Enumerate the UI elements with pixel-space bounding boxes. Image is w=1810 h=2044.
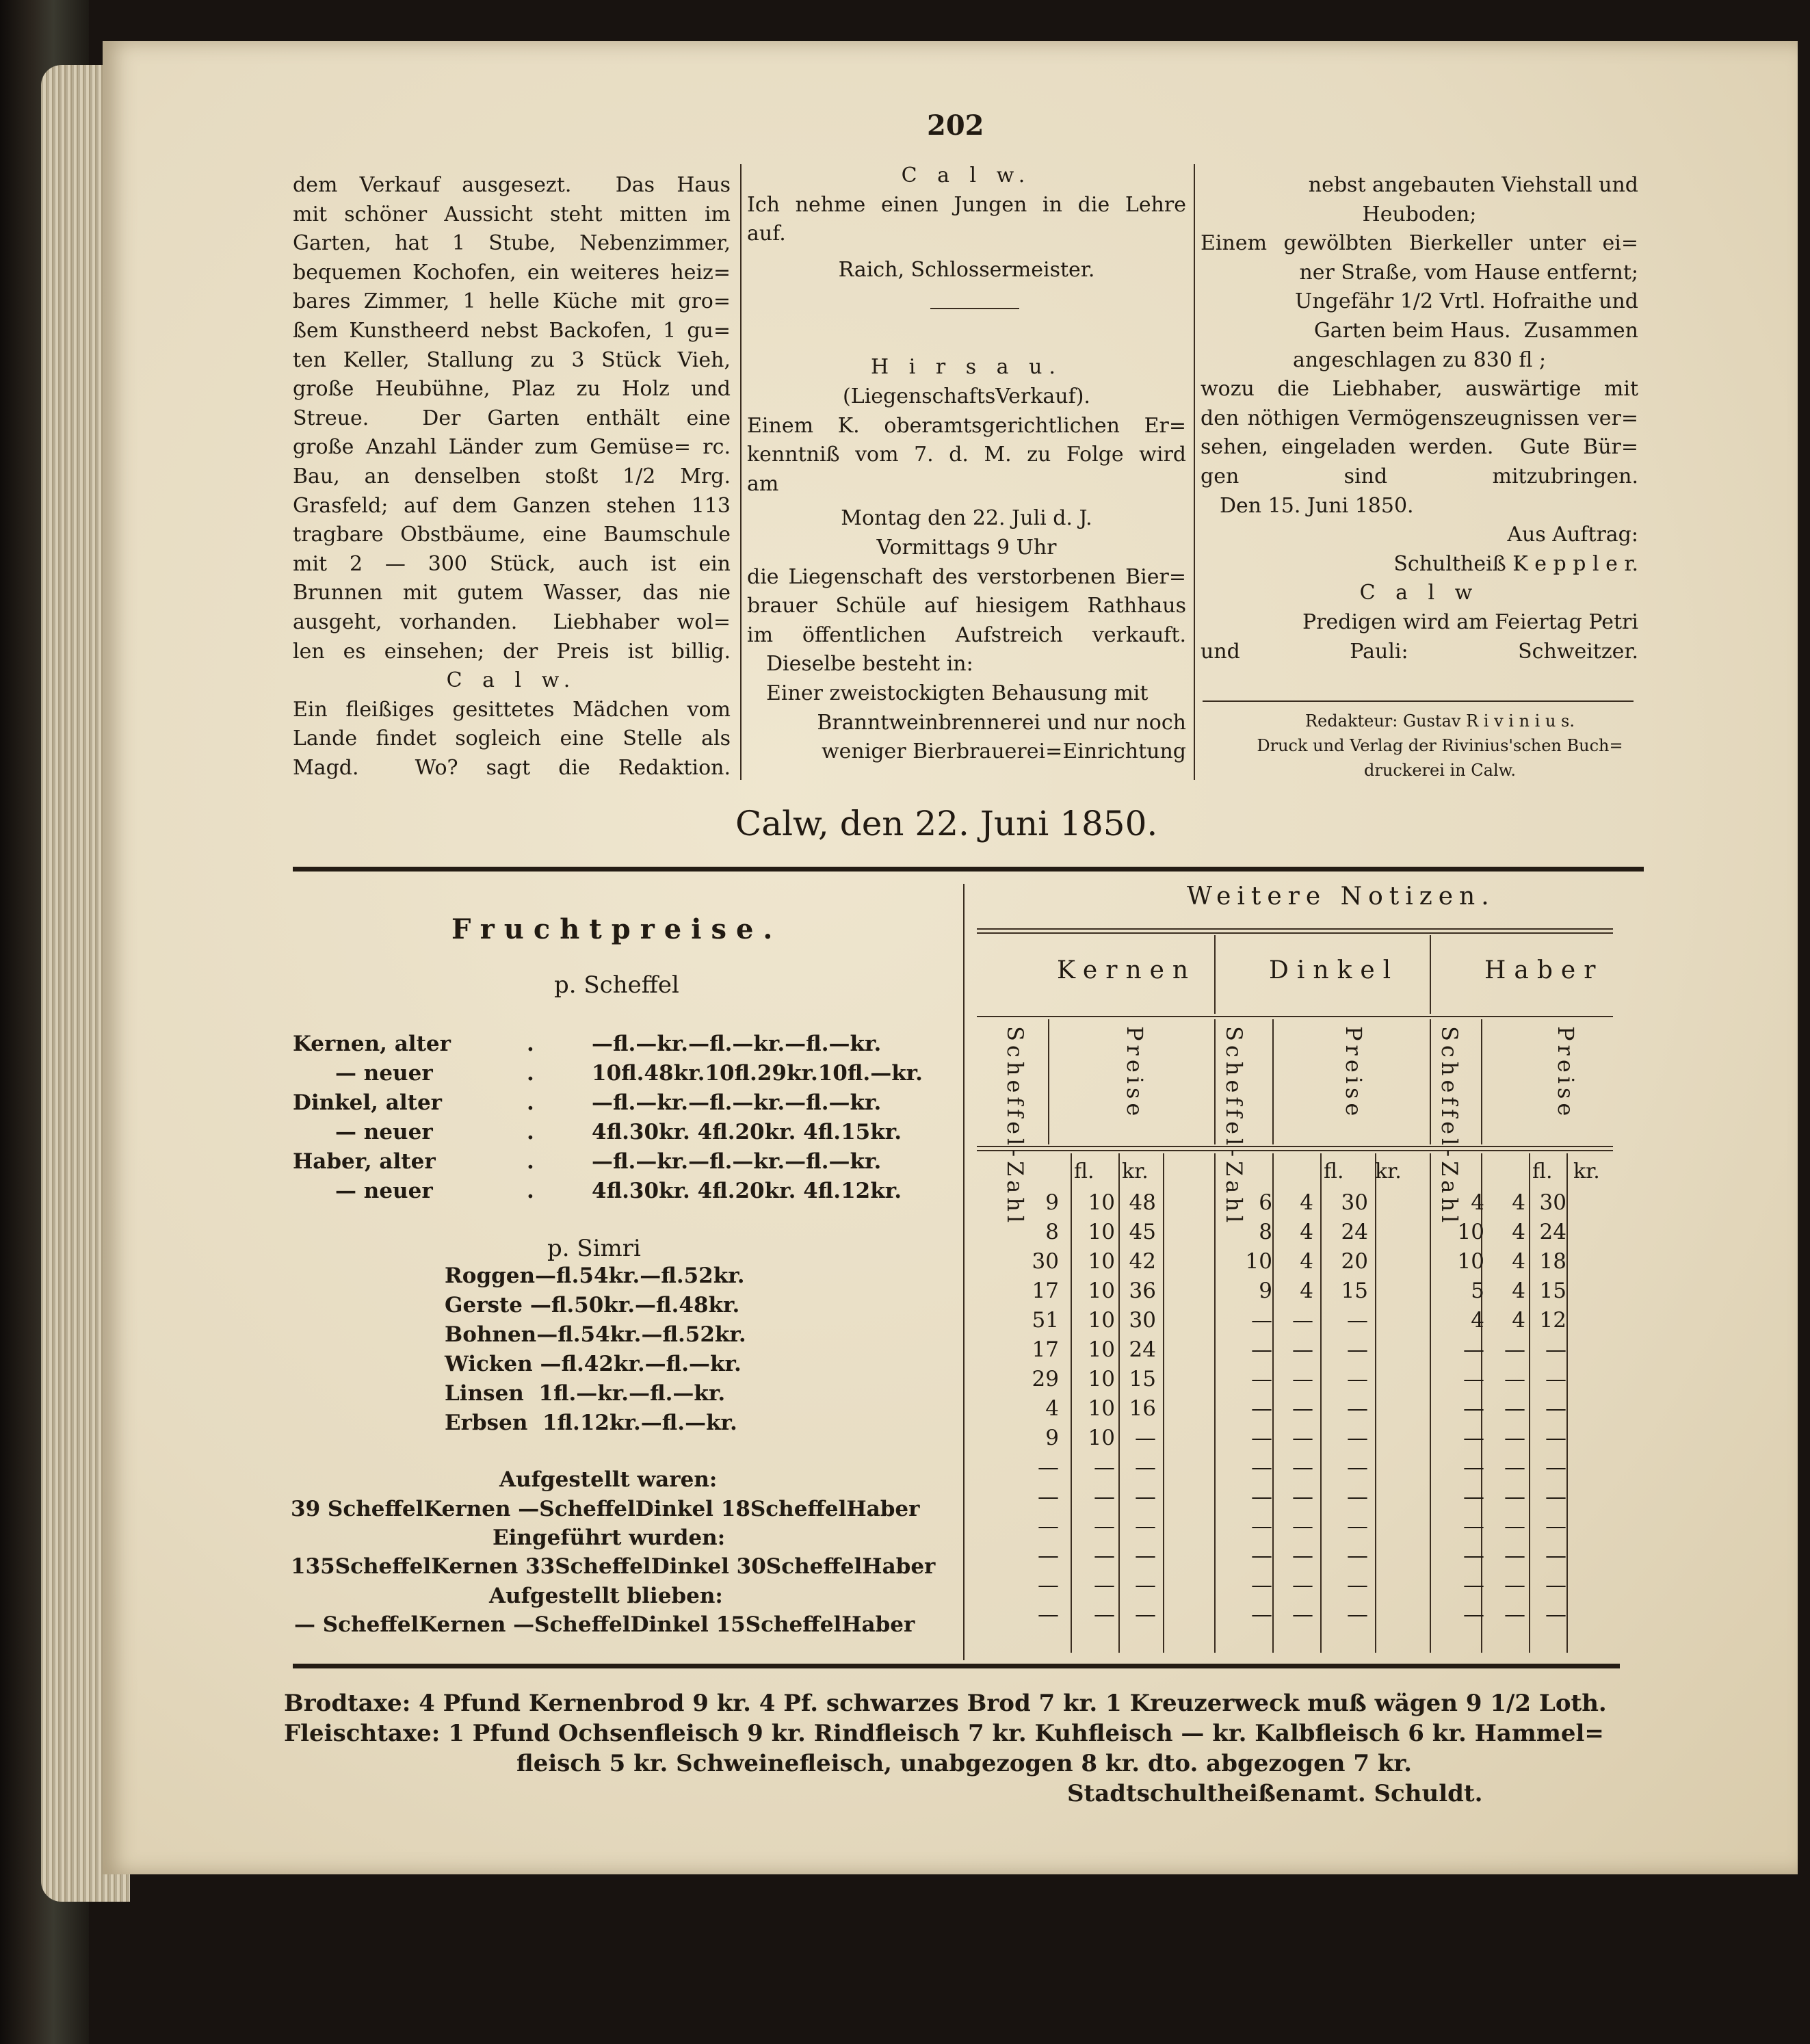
short-rule [930,308,1019,309]
text-line: bares Zimmer, 1 helle Küche mit gro= [293,289,731,314]
body-column-divider [1566,1153,1568,1653]
table-cell: — [1504,1484,1525,1509]
unit-label: fl. [1074,1159,1094,1183]
table-cell: 12 [1539,1308,1566,1333]
imprint-line: Druck und Verlag der Rivinius'schen Buch= [1257,736,1623,755]
group-header-dinkel: Dinkel [1269,956,1400,984]
table-cell: 18 [1539,1249,1566,1274]
table-cell: 29 [1032,1367,1059,1391]
subheader-divider [1214,1019,1216,1144]
text-line: kenntniß vom 7. d. M. zu Folge wird [747,443,1186,467]
table-cell: — [1504,1543,1525,1568]
eingefuehrt-line: 135ScheffelKernen 33ScheffelDinkel 30ScheffelHaber [291,1554,936,1579]
table-cell: — [1251,1426,1272,1450]
table-cell: 10 [1088,1337,1115,1362]
fruchtpreise-title: Fruchtpreise. [451,913,783,945]
imprint-line: Redakteur: Gustav R i v i n i u s. [1305,711,1575,731]
text-line: und Pauli: Schweitzer. [1201,639,1638,664]
table-cell: 4 [1512,1308,1525,1333]
table-cell: — [1347,1455,1368,1480]
body-column-divider [1163,1153,1164,1653]
text-line: brauer Schüle auf hiesigem Rathhaus [747,594,1186,618]
table-cell: — [1135,1484,1156,1509]
table-cell: — [1251,1396,1272,1421]
brodtaxe: Brodtaxe: 4 Pfund Kernenbrod 9 kr. 4 Pf. schwarzes Brod 7 kr. 1 Kreuzerweck muß wägen 9 1/2 Loth. [284,1690,1607,1717]
text-line: Brunnen mit gutem Wasser, das nie [293,581,731,605]
simri-row: Gerste —fl.50kr.—fl.48kr. [445,1293,740,1318]
table-cell: 10 [1088,1308,1115,1333]
column-3 [1201,171,1638,666]
text-line: ausgeht, vorhanden. Liebhaber wol= [293,610,731,634]
text-line: ten Keller, Stallung zu 3 Stück Vieh, [293,348,731,372]
table-cell: — [1545,1514,1566,1538]
table-cell: 15 [1539,1279,1566,1303]
column-2 [747,161,1186,767]
signature: Stadtschultheißenamt. Schuldt. [1067,1780,1483,1807]
table-cell: — [1504,1602,1525,1627]
text-line: sehen, eingeladen werden. Gute Bür= [1201,435,1638,460]
table-cell: 4 [1300,1220,1313,1244]
table-cell: 24 [1341,1220,1368,1244]
unit-label: kr. [1375,1159,1402,1183]
text-line: mit 2 — 300 Stück, auch ist ein [293,551,731,576]
group-header-haber: Haber [1484,956,1604,984]
table-cell: — [1135,1455,1156,1480]
table-cell: — [1094,1602,1115,1627]
subheader-divider [1430,1019,1431,1144]
text-line: (LiegenschaftsVerkauf). [843,384,1090,408]
grain-prices: —fl.—kr.—fl.—kr.—fl.—kr. [592,1032,882,1056]
unit-label: fl. [1324,1159,1344,1183]
thick-rule-top [293,867,1644,872]
body-column-divider [1430,1153,1431,1653]
table-cell: — [1463,1484,1484,1509]
table-cell: — [1545,1573,1566,1597]
table-cell: 24 [1539,1220,1566,1244]
text-line: Den 15. Juni 1850. [1220,493,1414,518]
table-cell: — [1292,1514,1313,1538]
table-rule [977,928,1613,930]
table-cell: — [1292,1602,1313,1627]
grain-label: — neuer [335,1179,433,1203]
table-cell: — [1094,1573,1115,1597]
unit-label: kr. [1122,1159,1149,1183]
text-line: Ungefähr 1/2 Vrtl. Hofraithe und [1295,289,1638,314]
dateline: Calw, den 22. Juni 1850. [735,804,1158,843]
table-cell: 10 [1245,1249,1272,1274]
table-cell: 30 [1341,1190,1368,1215]
group-divider [1214,935,1216,1014]
text-line: C a l w. [901,163,1032,187]
table-cell: — [1504,1396,1525,1421]
table-cell: 10 [1088,1426,1115,1450]
text-line: Streue. Der Garten enthält eine [293,406,731,430]
table-cell: — [1292,1543,1313,1568]
simri-row: Bohnen—fl.54kr.—fl.52kr. [445,1322,746,1347]
table-cell: — [1545,1396,1566,1421]
bottom-notices [284,1688,1607,1809]
table-cell: — [1347,1337,1368,1362]
table-cell: 10 [1088,1279,1115,1303]
table-cell: 5 [1471,1279,1484,1303]
table-cell: 4 [1512,1220,1525,1244]
text-line: Vormittags 9 Uhr [876,535,1057,560]
table-cell: — [1292,1426,1313,1450]
table-cell: — [1038,1484,1059,1509]
table-cell: 17 [1032,1279,1059,1303]
table-cell: 9 [1259,1279,1272,1303]
text-line: gen sind mitzubringen. [1201,464,1638,488]
text-line: ßem Kunstheerd nebst Backofen, 1 gu= [293,318,731,343]
table-cell: — [1463,1426,1484,1450]
table-cell: — [1347,1573,1368,1597]
leader-dot: . [527,1120,534,1144]
table-cell: — [1038,1543,1059,1568]
table-cell: — [1347,1484,1368,1509]
text-line: Predigen wird am Feiertag Petri [1302,610,1638,634]
table-cell: — [1545,1602,1566,1627]
table-cell: 36 [1129,1279,1156,1303]
table-cell: — [1347,1602,1368,1627]
text-line: Aus Auftrag: [1507,523,1638,547]
grain-prices: —fl.—kr.—fl.—kr.—fl.—kr. [592,1149,882,1174]
table-cell: — [1347,1367,1368,1391]
group-header-kernen: Kernen [1057,956,1197,984]
grain-label: Dinkel, alter [293,1090,442,1115]
text-line: Schultheiß K e p p l e r. [1393,551,1638,576]
table-cell: — [1094,1514,1115,1538]
imprint-line: druckerei in Calw. [1364,761,1516,780]
aufgestellt-label: Aufgestellt waren: [499,1467,718,1492]
subheader-preise: Preise [1122,1026,1148,1121]
text-line: weniger Bierbrauerei=Einrichtung [821,739,1186,764]
text-line: den nöthigen Vermögenszeugnissen ver= [1201,406,1638,430]
text-line: wozu die Liebhaber, auswärtige mit [1201,377,1638,402]
table-cell: — [1135,1573,1156,1597]
simri-row: Erbsen 1fl.12kr.—fl.—kr. [445,1411,737,1435]
leader-dot: . [527,1061,534,1086]
table-cell: — [1251,1543,1272,1568]
table-cell: — [1463,1337,1484,1362]
table-cell: — [1463,1396,1484,1421]
table-cell: — [1545,1543,1566,1568]
grain-label: Kernen, alter [293,1032,451,1056]
table-cell: 9 [1045,1190,1059,1215]
table-cell: 42 [1129,1249,1156,1274]
grain-label: — neuer [335,1061,433,1086]
table-cell: — [1347,1543,1368,1568]
table-cell: — [1135,1543,1156,1568]
table-cell: 10 [1088,1249,1115,1274]
table-cell: 10 [1088,1367,1115,1391]
subheader-scheffel-zahl: Scheffel-Zahl [1437,1026,1463,1227]
table-cell: — [1038,1573,1059,1597]
leader-dot: . [527,1032,534,1056]
table-cell: 45 [1129,1220,1156,1244]
table-cell: 17 [1032,1337,1059,1362]
text-line: Bau, an denselben stoßt 1/2 Mrg. [293,464,731,488]
column-divider [740,164,742,780]
table-cell: 10 [1088,1220,1115,1244]
table-cell: — [1292,1308,1313,1333]
table-cell: — [1135,1602,1156,1627]
table-cell: — [1251,1308,1272,1333]
table-cell: 8 [1259,1220,1272,1244]
blieben-line: — ScheffelKernen —ScheffelDinkel 15ScheffelHaber [294,1612,915,1637]
text-line: Raich, Schlossermeister. [838,257,1095,282]
table-rule [977,1016,1613,1017]
text-line: große Heubühne, Plaz zu Holz und [293,377,731,402]
text-line: Dieselbe besteht in: [766,652,973,677]
table-cell: — [1251,1367,1272,1391]
subheader-divider [1272,1019,1274,1144]
table-cell: 15 [1341,1279,1368,1303]
text-line: mit schöner Aussicht steht mitten im [293,202,731,226]
imprint [1201,709,1679,783]
table-cell: — [1347,1396,1368,1421]
text-line: Magd. Wo? sagt die Redaktion. [293,755,731,780]
simri-row: Linsen 1fl.—kr.—fl.—kr. [445,1381,726,1406]
table-cell: — [1292,1573,1313,1597]
table-cell: 30 [1032,1249,1059,1274]
table-cell: — [1292,1367,1313,1391]
table-cell: 4 [1471,1308,1484,1333]
table-cell: — [1504,1573,1525,1597]
text-line: Garten, hat 1 Stube, Nebenzimmer, [293,231,731,256]
table-cell: 4 [1300,1249,1313,1274]
text-line: dem Verkauf ausgesezt. Das Haus [293,173,731,197]
body-column-divider [1214,1153,1216,1653]
subheader-preise: Preise [1553,1026,1579,1121]
grain-label: — neuer [335,1120,433,1144]
text-line: tragbare Obstbäume, eine Baumschule [293,523,731,547]
table-cell: — [1292,1455,1313,1480]
table-cell: 4 [1300,1279,1313,1303]
blieben-label: Aufgestellt blieben: [489,1584,723,1608]
unit-simri: p. Simri [547,1235,641,1262]
text-line: Einem gewölbten Bierkeller unter ei= [1201,231,1638,256]
grain-prices: 4fl.30kr. 4fl.20kr. 4fl.15kr. [592,1120,902,1144]
fleischtaxe-line-1: Fleischtaxe: 1 Pfund Ochsenfleisch 9 kr. Rindfleisch 7 kr. Kuhfleisch — kr. Kalbfleisch 6 kr. Hammel= [284,1720,1604,1747]
table-cell: — [1463,1514,1484,1538]
table-cell: 4 [1300,1190,1313,1215]
table-cell: — [1504,1514,1525,1538]
table-cell: — [1463,1455,1484,1480]
table-cell: — [1545,1367,1566,1391]
table-cell: — [1251,1337,1272,1362]
grain-label: Haber, alter [293,1149,436,1174]
table-cell: — [1463,1573,1484,1597]
table-cell: — [1135,1514,1156,1538]
simri-row: Roggen—fl.54kr.—fl.52kr. [445,1263,745,1288]
table-cell: — [1292,1337,1313,1362]
page-number: 202 [927,109,984,142]
grain-prices: —fl.—kr.—fl.—kr.—fl.—kr. [592,1090,882,1115]
subheader-divider [1481,1019,1482,1144]
subheader-preise: Preise [1341,1026,1367,1121]
text-line: große Anzahl Länder zum Gemüse= rc. [293,435,731,460]
thick-rule-bottom [293,1664,1620,1668]
subheader-scheffel-zahl: Scheffel-Zahl [1002,1026,1028,1227]
table-cell: 10 [1457,1220,1484,1244]
simri-row: Wicken —fl.42kr.—fl.—kr. [445,1352,742,1376]
table-cell: — [1292,1396,1313,1421]
table-cell: — [1135,1426,1156,1450]
leader-dot: . [527,1149,534,1174]
text-line: im öffentlichen Aufstreich verkauft. [747,623,1186,647]
table-rule [977,1150,1613,1151]
table-cell: — [1094,1484,1115,1509]
table-cell: 8 [1045,1220,1059,1244]
table-rule [977,932,1613,934]
table-cell: — [1504,1367,1525,1391]
grain-prices: 4fl.30kr. 4fl.20kr. 4fl.12kr. [592,1179,902,1203]
table-cell: — [1251,1573,1272,1597]
leader-dot: . [527,1179,534,1203]
table-cell: 4 [1512,1249,1525,1274]
table-cell: — [1094,1543,1115,1568]
unit-scheffel: p. Scheffel [554,971,679,999]
table-cell: 4 [1512,1279,1525,1303]
weitere-title: Weitere Notizen. [1187,882,1495,910]
table-cell: 30 [1129,1308,1156,1333]
table-cell: 20 [1341,1249,1368,1274]
table-cell: 51 [1032,1308,1059,1333]
table-cell: — [1504,1455,1525,1480]
text-line: nebst angebauten Viehstall und [1308,173,1638,197]
table-cell: 4 [1471,1190,1484,1215]
text-line: ner Straße, vom Hause entfernt; [1299,260,1638,285]
table-cell: — [1463,1602,1484,1627]
text-line: angeschlagen zu 830 fl ; [1292,348,1547,372]
table-cell: — [1545,1337,1566,1362]
table-cell: 9 [1045,1426,1059,1450]
table-cell: — [1545,1426,1566,1450]
text-line: auf. [747,222,786,246]
text-line: Lande findet sogleich eine Stelle als [293,726,731,751]
text-line: Einem K. oberamtsgerichtlichen Er= [747,413,1186,438]
aufgestellt-line: 39 ScheffelKernen —ScheffelDinkel 18ScheffelHaber [291,1497,920,1521]
text-line: Heuboden; [1362,202,1477,226]
text-line: Ein fleißiges gesittetes Mädchen vom [293,697,731,722]
table-cell: — [1251,1602,1272,1627]
eingefuehrt-label: Eingeführt wurden: [493,1525,726,1550]
table-cell: — [1038,1602,1059,1627]
text-line: H i r s a u. [871,355,1062,380]
table-divider [963,884,965,1660]
table-cell: 30 [1539,1190,1566,1215]
table-cell: 4 [1045,1396,1059,1421]
text-line: am [747,471,779,496]
table-cell: — [1251,1484,1272,1509]
table-cell: 16 [1129,1396,1156,1421]
table-cell: — [1504,1426,1525,1450]
body-column-divider [1375,1153,1376,1653]
table-cell: — [1038,1455,1059,1480]
table-cell: — [1347,1426,1368,1450]
separator-rule [1203,700,1634,702]
text-line: bequemen Kochofen, ein weiteres heiz= [293,260,731,285]
table-cell: 10 [1088,1396,1115,1421]
table-cell: — [1347,1308,1368,1333]
table-cell: — [1504,1337,1525,1362]
table-cell: 6 [1259,1190,1272,1215]
subheader-scheffel-zahl: Scheffel-Zahl [1221,1026,1247,1227]
table-cell: — [1094,1455,1115,1480]
table-cell: — [1251,1455,1272,1480]
table-cell: 10 [1457,1249,1484,1274]
table-cell: — [1292,1484,1313,1509]
table-cell: 10 [1088,1190,1115,1215]
text-line: Montag den 22. Juli d. J. [841,506,1092,531]
column-1 [293,171,731,783]
table-cell: 4 [1512,1190,1525,1215]
table-cell: — [1038,1514,1059,1538]
fleischtaxe-line-2: fleisch 5 kr. Schweinefleisch, unabgezogen 8 kr. dto. abgezogen 7 kr. [516,1750,1413,1777]
group-divider [1430,935,1431,1014]
leader-dot: . [527,1090,534,1115]
text-line: Einer zweistockigten Behausung mit [766,681,1149,705]
text-line: Garten beim Haus. Zusammen [1313,318,1638,343]
grain-prices: 10fl.48kr.10fl.29kr.10fl.—kr. [592,1061,923,1086]
table-rule [977,1146,1613,1147]
table-cell: — [1251,1514,1272,1538]
subheader-divider [1048,1019,1049,1144]
column-divider [1194,164,1195,780]
text-line: len es einsehen; der Preis ist billig. [293,639,731,664]
table-cell: — [1545,1484,1566,1509]
table-cell: 15 [1129,1367,1156,1391]
text-line: C a l w [1359,581,1480,605]
table-cell: 24 [1129,1337,1156,1362]
table-cell: — [1347,1514,1368,1538]
text-line: Branntweinbrennerei und nur noch [817,710,1186,735]
table-cell: — [1545,1455,1566,1480]
text-line: die Liegenschaft des verstorbenen Bier= [747,564,1186,589]
text-line: Grasfeld; auf dem Ganzen stehen 113 [293,493,731,518]
table-cell: 48 [1129,1190,1156,1215]
table-cell: — [1463,1367,1484,1391]
text-line: C a l w. [446,668,577,693]
text-line: Ich nehme einen Jungen in die Lehre [747,192,1186,217]
unit-label: kr. [1573,1159,1600,1183]
unit-label: fl. [1532,1159,1553,1183]
table-cell: — [1463,1543,1484,1568]
